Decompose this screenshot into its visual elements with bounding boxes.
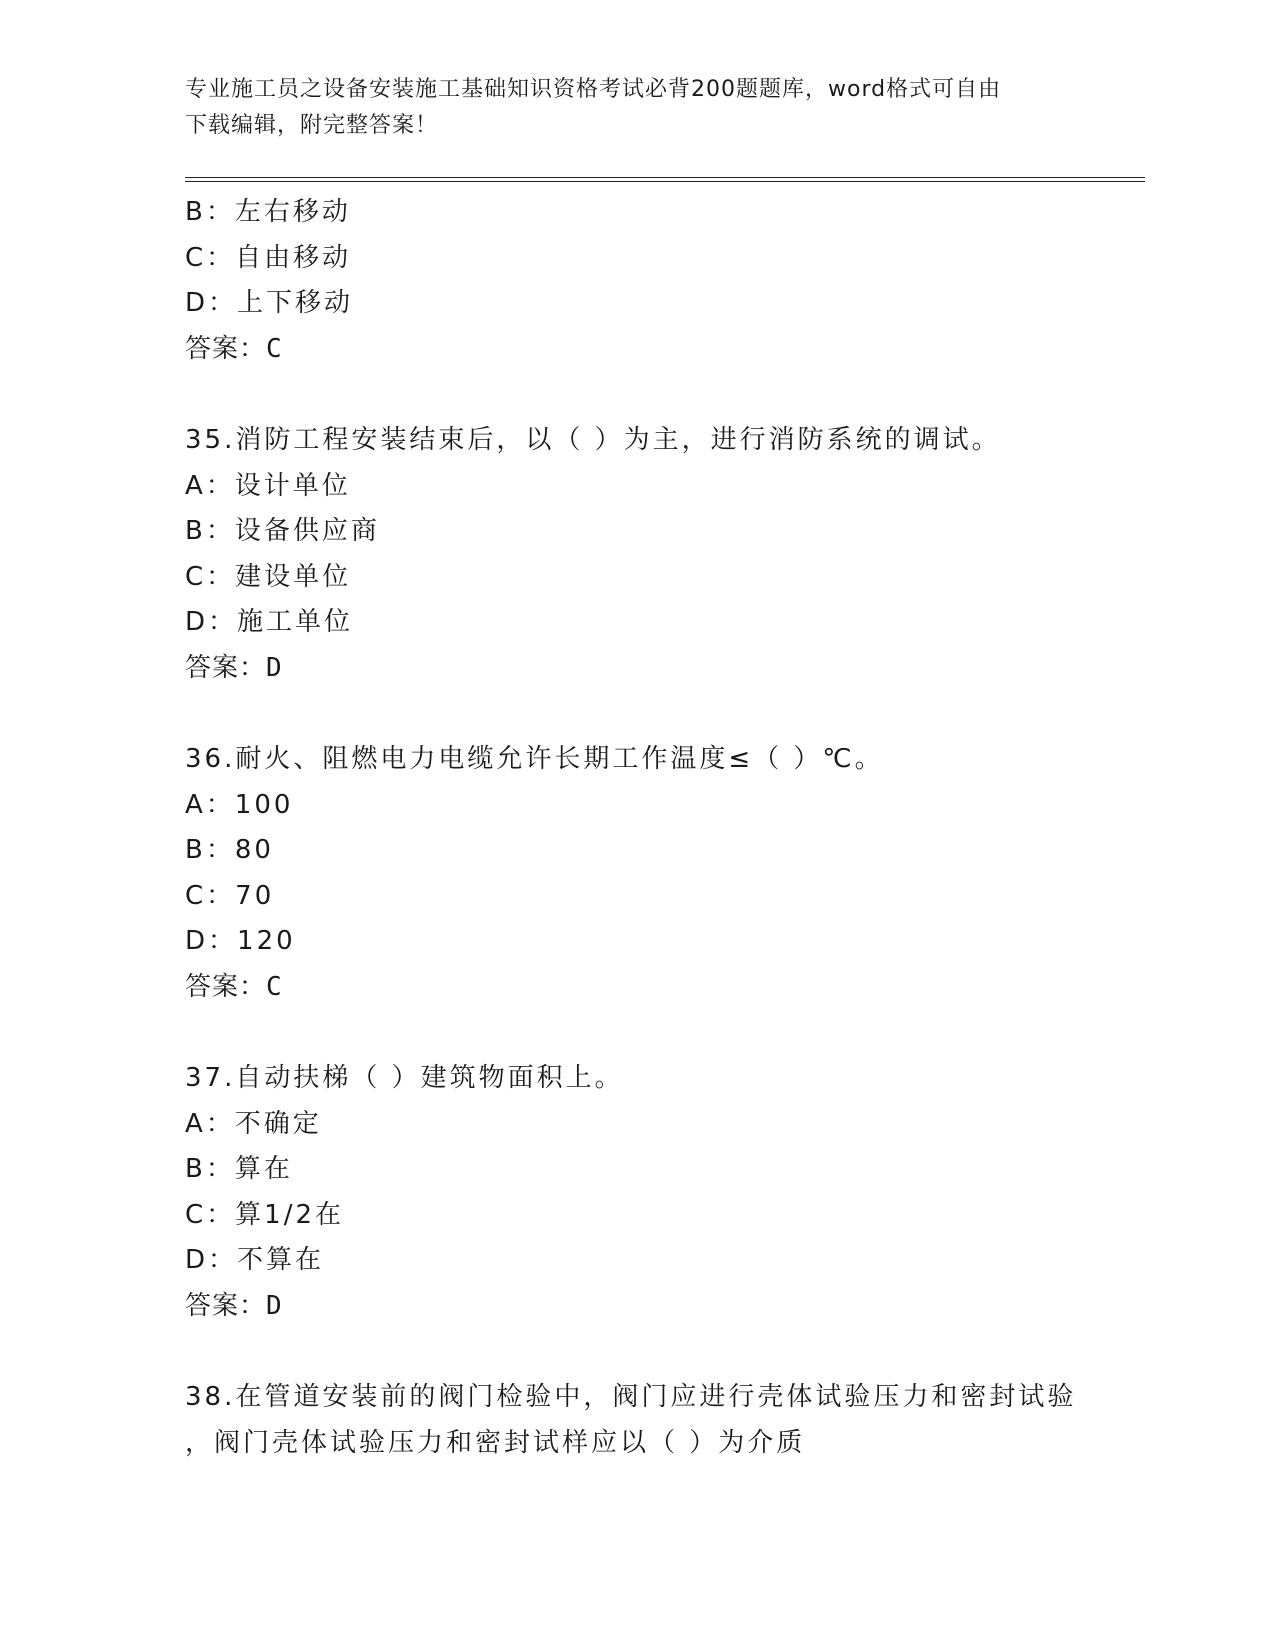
question-title: 37.自动扶梯（ ）建筑物面积上。 [185,1063,624,1093]
question-block-35 [185,418,1145,691]
answer: 答案：C [185,333,283,364]
option-a: A：不确定 [185,1108,322,1139]
option-d: D：120 [185,926,296,956]
question-block-37 [185,1056,1145,1329]
answer: 答案：D [185,1290,283,1321]
question-block-34 [185,190,1145,372]
answer: 答案：C [185,971,283,1002]
option-c: C：算1/2在 [185,1199,344,1230]
option-b: B：设备供应商 [185,516,380,546]
option-c: C：70 [185,880,275,911]
answer: 答案：D [185,652,283,683]
document-body [185,190,1145,1466]
option-c: C：自由移动 [185,242,352,273]
option-d: D：上下移动 [185,288,354,318]
option-b: B：左右移动 [185,197,351,227]
option-a: A：100 [185,789,294,820]
option-d: D：不算在 [185,1245,325,1275]
header-line-1: 专业施工员之设备安装施工基础知识资格考试必背200题题库，word格式可自由 [185,77,1002,102]
option-b: B：算在 [185,1154,293,1184]
question-title-line-1: 38.在管道安装前的阀门检验中，阀门应进行壳体试验压力和密封试验 [185,1382,1077,1412]
question-title: 36.耐火、阻燃电力电缆允许长期工作温度≤（ ）℃。 [185,744,884,774]
option-d: D：施工单位 [185,607,354,637]
option-a: A：设计单位 [185,470,351,501]
question-title-line-2: ，阀门壳体试验压力和密封试样应以（ ）为介质 [185,1427,806,1458]
option-c: C：建设单位 [185,561,352,592]
header-line-2: 下载编辑，附完整答案！ [185,113,439,138]
header-divider [185,177,1145,182]
question-title: 35.消防工程安装结束后，以（ ）为主，进行消防系统的调试。 [185,425,1001,455]
option-b: B：80 [185,835,274,865]
document-header [185,72,1065,144]
question-block-38 [185,1375,1145,1466]
question-block-36 [185,737,1145,1010]
